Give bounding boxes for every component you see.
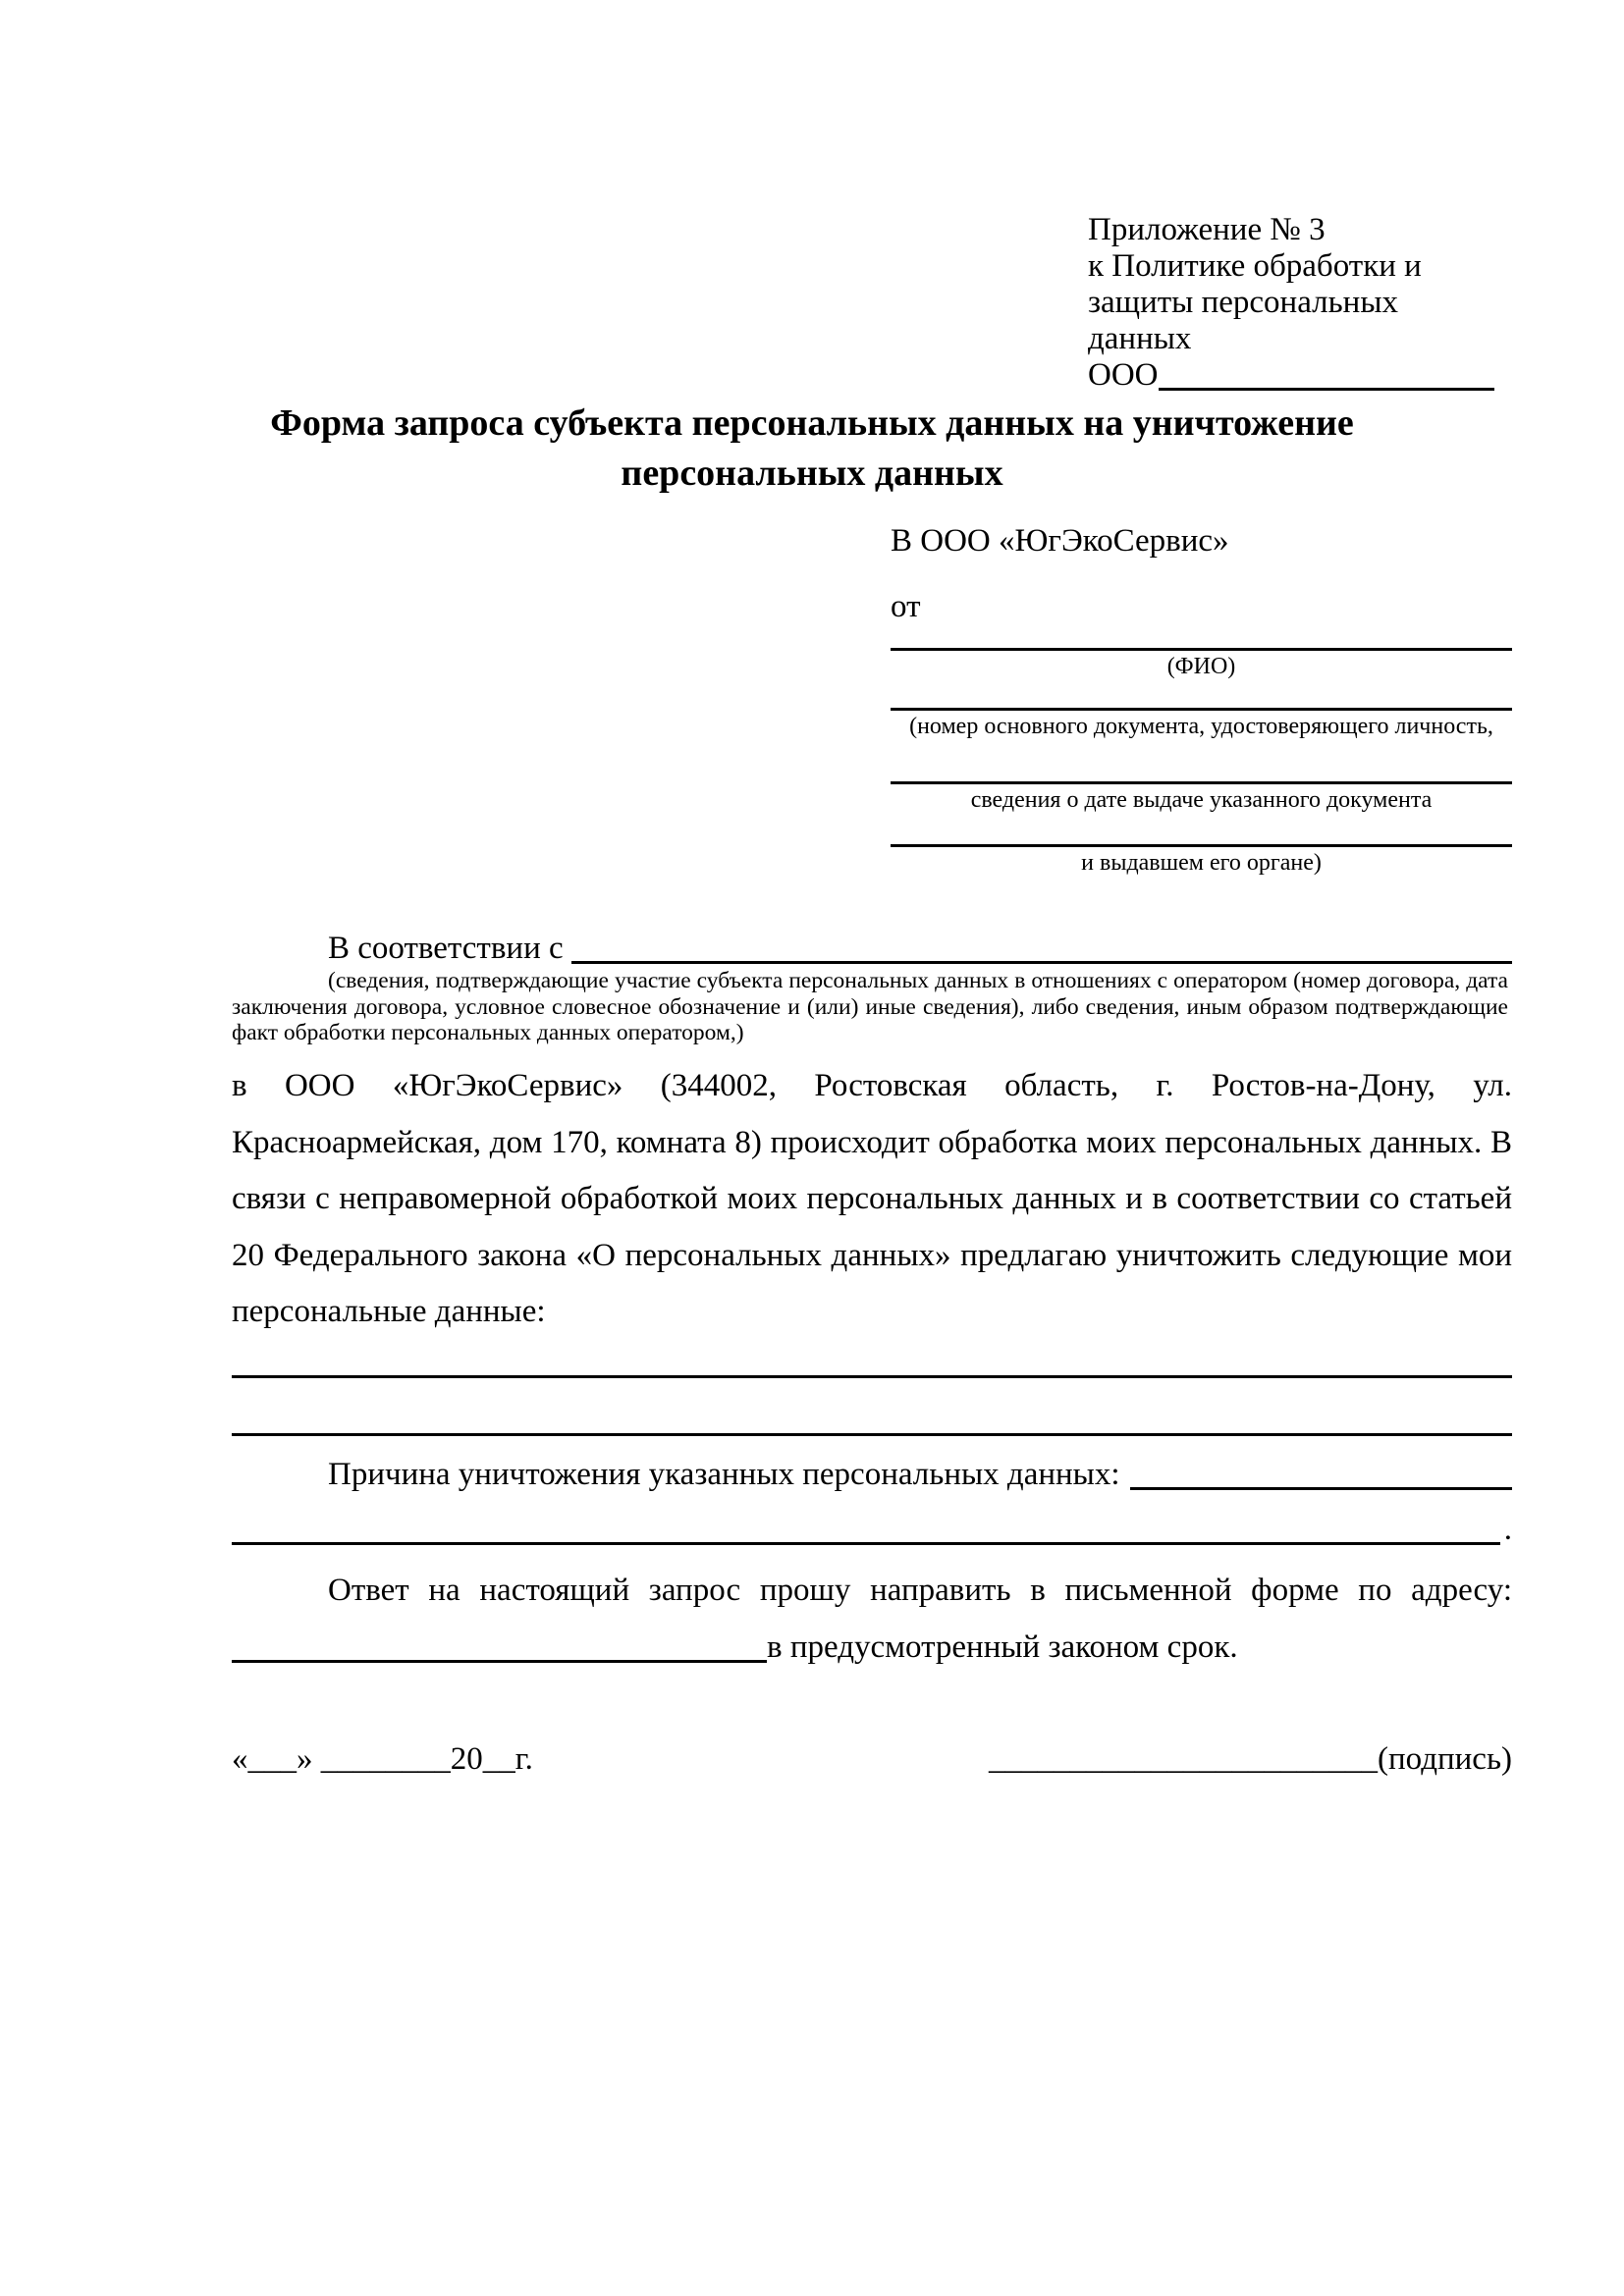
main-paragraph: в ООО «ЮгЭкоСервис» (344002, Ростовская область, г. Ростов-на-Дону, ул. Красноармейская, дом 170, комната 8) происходит обработка моих персональных данных. В связи с неправомерной обработкой моих персональных данных и в соответствии со статьей 20 Федерального закона «О персональных данных» предлагаю уничтожить следующие мои персональные данные: (232, 1068, 1512, 1329)
page-title-line-2: персональных данных (621, 453, 1003, 494)
signature-blank-line: ________________________ (989, 1741, 1378, 1777)
appendix-line-1: Приложение № 3 (1088, 212, 1326, 247)
footer-row (232, 1739, 1512, 1779)
personal-data-blank-line-1 (232, 1375, 1512, 1378)
doc-date-caption: сведения о дате выдаче указанного документа (970, 787, 1433, 813)
fio-field-line (891, 648, 1512, 651)
doc-date-field-line (891, 781, 1512, 784)
accordance-row (328, 929, 1512, 968)
fio-caption: (ФИО) (1166, 654, 1236, 679)
ooo-blank-line (1159, 388, 1495, 391)
doc-issuer-caption: и выдавшем его органе) (1081, 850, 1322, 876)
reason-row (328, 1455, 1512, 1494)
appendix-block (1088, 212, 1494, 394)
deadline-text: в предусмотренный законом срок. (767, 1629, 1238, 1665)
page-title (159, 399, 1465, 499)
addressee-org: В ООО «ЮгЭкоСервис» (891, 523, 1229, 559)
answer-paragraph: Ответ на настоящий запрос прошу направить в письменной форме по адресу: (328, 1573, 1512, 1608)
address-row (232, 1628, 1512, 1667)
period-mark: . (1503, 1512, 1512, 1547)
accordance-note: (сведения, подтверждающие участие субъекта персональных данных в отношениях с оператором (номер договора, дата заключения договора, условное словесное обозначение и (или) иные сведения), либо сведения, иным образом подтверждающие факт обработки персональных данных оператором,) (232, 968, 1508, 1045)
reason-label: Причина уничтожения указанных персональных данных: (328, 1457, 1120, 1492)
signature-area (989, 1739, 1512, 1779)
accordance-blank-line (571, 961, 1512, 964)
doc-issuer-field-line (891, 844, 1512, 847)
personal-data-blank-line-2 (232, 1433, 1512, 1436)
appendix-line-3: защиты персональных данных (1088, 285, 1398, 356)
signature-caption: (подпись) (1378, 1741, 1512, 1777)
appendix-line-2: к Политике обработки и (1088, 248, 1422, 284)
addressee-from-label: от (891, 589, 921, 624)
appendix-ooo-row (1088, 357, 1494, 394)
reason-continuation-blank-line (232, 1542, 1500, 1545)
reason-blank-line (1130, 1487, 1512, 1490)
addressee-block (891, 521, 1512, 877)
address-blank-line (232, 1660, 767, 1663)
doc-number-caption: (номер основного документа, удостоверяющего личность, (909, 714, 1493, 739)
doc-number-field-line (891, 708, 1512, 711)
ooo-label: ООО (1088, 357, 1159, 393)
date-line: «___» ________20__г. (232, 1741, 533, 1777)
accordance-lead: В соответствии с (328, 931, 564, 966)
page-title-line-1: Форма запроса субъекта персональных данных на уничтожение (270, 402, 1354, 444)
reason-continuation-row (232, 1510, 1512, 1549)
